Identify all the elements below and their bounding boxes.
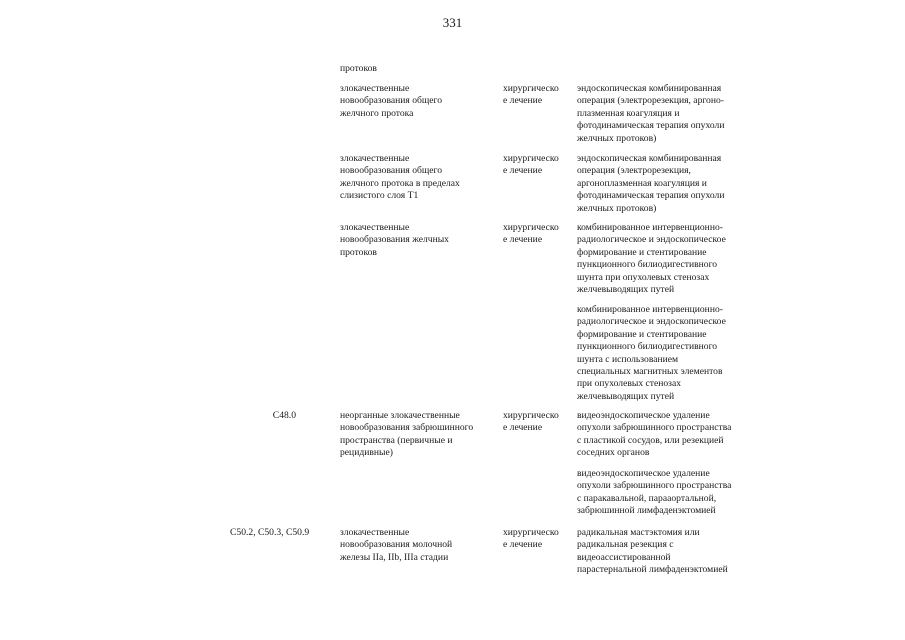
- treatment-type-cell: хирургическо е лечение: [503, 83, 559, 107]
- method-cell: эндоскопическая комбинированная операция (электрорезекция, аргоно- плазменная коагуляция и фотодинамическая терапия опухоли желчных протоков): [577, 83, 725, 144]
- method-cell: эндоскопическая комбинированная операция (электрорезекция, аргоноплазменная коагуляция и фотодинамическая терапия опухоли желчных протоков): [577, 153, 725, 214]
- treatment-type-cell: хирургическо е лечение: [503, 527, 559, 551]
- diagnosis-cell: протоков: [340, 63, 377, 74]
- diagnosis-cell: злокачественные новообразования желчных протоков: [340, 222, 449, 258]
- treatment-type-cell: хирургическо е лечение: [503, 410, 559, 434]
- method-cell: комбинированное интервенционно- радиологическое и эндоскопическое формирование и стентирование пункционного билиодигестивного шунта при опухолевых стенозах желчевыводящих путей: [577, 222, 726, 296]
- diagnosis-cell: злокачественные новообразования общего желчного протока в пределах слизистого слоя T1: [340, 153, 460, 202]
- treatment-type-cell: хирургическо е лечение: [503, 222, 559, 246]
- method-cell: радикальная мастэктомия или радикальная резекция с видеоассистированной парастернальной лимфаденэктомией: [577, 527, 728, 576]
- code-cell: C50.2, C50.3, C50.9: [230, 527, 310, 538]
- method-cell: видеоэндоскопическое удаление опухоли забрюшинного пространства с паракавальной, парааортальной, забрюшинной лимфаденэктомией: [577, 468, 732, 517]
- method-cell: видеоэндоскопическое удаление опухоли забрюшинного пространства с пластикой сосудов, или резекцией соседних органов: [577, 410, 732, 459]
- page-number: 331: [442, 15, 463, 30]
- diagnosis-cell: злокачественные новообразования общего желчного протока: [340, 83, 443, 119]
- diagnosis-cell: злокачественные новообразования молочной железы IIa, IIb, IIIa стадии: [340, 527, 453, 563]
- method-cell: комбинированное интервенционно- радиологическое и эндоскопическое формирование и стентирование пункционного билиодигестивного шунта с использованием специальных магнитных элементов при опухолевых стенозах желчевыводящих путей: [577, 304, 726, 402]
- diagnosis-cell: неорганные злокачественные новообразования забрюшинного пространства (первичные и рецидивные): [340, 410, 474, 459]
- code-cell: C48.0: [272, 410, 296, 421]
- treatment-type-cell: хирургическо е лечение: [503, 153, 559, 177]
